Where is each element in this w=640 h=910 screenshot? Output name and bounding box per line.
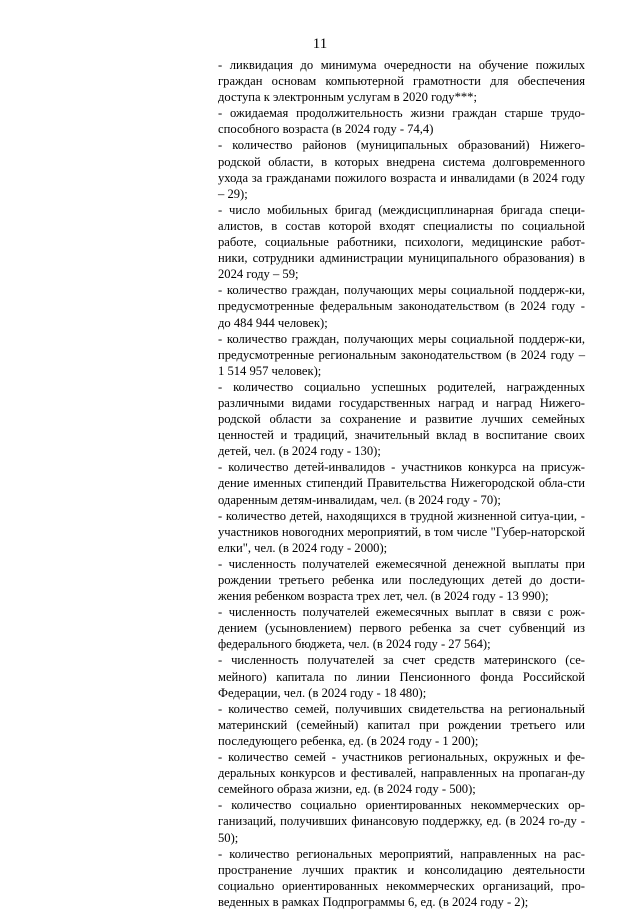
list-item: - количество семей - участников региональных, окружных и фе-деральных конкурсов и фестивалей, направленных на пропаган-ду семейного образа жизни, ед. (в 2024 году - 500); bbox=[218, 750, 585, 797]
page-number: 11 bbox=[312, 36, 328, 52]
list-item: - ожидаемая продолжительность жизни граждан старше трудо-способного возраста (в 2024 году - 74,4) bbox=[218, 106, 585, 137]
list-item: - количество региональных мероприятий, направленных на рас-пространение лучших практик и консолидацию деятельности социально ориентированных некоммерческих организаций, про-веденных в рамках Подпрограммы 6, ед. (в 2024 году - 2); bbox=[218, 846, 585, 909]
list-item: - ликвидация до минимума очередности на обучение пожилых граждан основам компьютерной грамотности для обеспечения доступа к электронным услугам в 2020 году***; bbox=[218, 58, 585, 105]
list-item: - количество районов (муниципальных образований) Нижего-родской области, в которых внедрена система долговременного ухода за гражданами пожилого возраста и инвалидами (в 2024 году – 29); bbox=[218, 138, 585, 201]
list-item: - количество социально ориентированных некоммерческих ор-ганизаций, получивших финансовую поддержку, ед. (в 2024 го-ду - 50); bbox=[218, 798, 585, 845]
list-item: - численность получателей за счет средств материнского (се-мейного) капитала по линии Пенсионного фонда Российской Федерации, чел. (в 2024 году - 18 480); bbox=[218, 653, 585, 700]
list-item: - количество семей, получивших свидетельства на региональный материнский (семейный) капитал при рождении третьего или последующего ребенка, ед. (в 2024 году - 1 200); bbox=[218, 701, 585, 748]
list-item: - количество граждан, получающих меры социальной поддерж-ки, предусмотренные федеральным законодательством (в 2024 году - до 484 944 человек); bbox=[218, 283, 585, 330]
list-item: - количество граждан, получающих меры социальной поддерж-ки, предусмотренные региональным законодательством (в 2024 году – 1 514 957 человек); bbox=[218, 331, 585, 378]
list-item: - количество детей, находящихся в трудной жизненной ситуа-ции, - участников новогодних мероприятий, в том числе "Губер-наторской елки", чел. (в 2024 году - 2000); bbox=[218, 508, 585, 555]
list-item: - численность получателей ежемесячных выплат в связи с рож-дением (усыновлением) первого ребенка за счет субвенций из федерального бюджета, чел. (в 2024 году - 27 564); bbox=[218, 605, 585, 652]
indicator-list bbox=[218, 57, 585, 910]
list-item: - количество детей-инвалидов - участников конкурса на присуж-дение именных стипендий Правительства Нижегородской обла-сти одаренным детям-инвалидам, чел. (в 2024 году - 70); bbox=[218, 460, 585, 507]
list-item: - количество социально успешных родителей, награжденных различными видами государственных наград и наград Нижего-родской области за сохранение и развитие лучших семейных ценностей и традиций, значительный вклад в воспитание своих детей, чел. (в 2024 году - 130); bbox=[218, 379, 585, 459]
list-item: - численность получателей ежемесячной денежной выплаты при рождении третьего ребенка или последующих детей до дости-жения ребенком возраста трех лет, чел. (в 2024 году - 13 990); bbox=[218, 556, 585, 604]
list-item: - число мобильных бригад (междисциплинарная бригада специ-алистов, в состав которой входят специалисты по социальной работе, социальные работники, психологи, медицинские работ-ники, сотрудники администрации муниципального образования) в 2024 году – 59; bbox=[218, 202, 585, 282]
